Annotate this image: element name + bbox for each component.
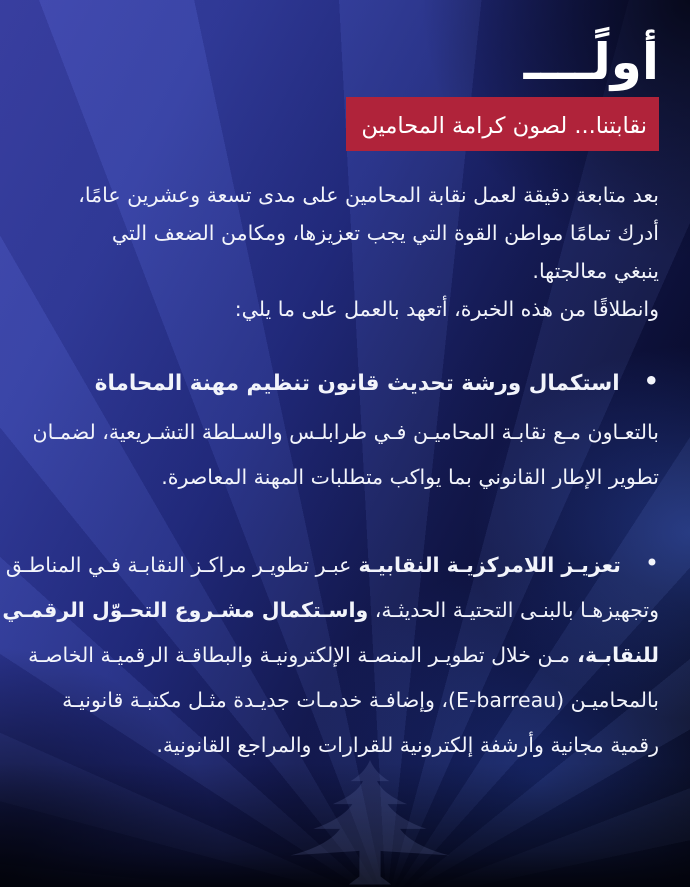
- body-segment: عبـر تطويـر مراكـز النقابـة فـي المناطـق: [5, 553, 352, 577]
- body-segment: تعزيـز اللامركزيـة النقابيـة: [351, 553, 621, 577]
- slogan-banner-text: نقابتنا... لصون كرامة المحامين: [361, 113, 647, 139]
- body-line: [2, 588, 659, 633]
- intro-line: ينبغي معالجتها.: [532, 259, 659, 283]
- pledge-item-decentralization: [2, 543, 659, 768]
- body-segment: واسـتكمال مشـروع التحـوّل الرقمـي: [2, 598, 369, 622]
- intro-line: أدرك تمامًا مواطن القوة التي يجب تعزيزها، ومكامن الضعف التي: [111, 221, 659, 245]
- pledge-item-law-update: [26, 368, 659, 500]
- pledge-item-body: [26, 410, 659, 500]
- body-line: •تعزيـز اللامركزيـة النقابيـة عبـر تطويـر مراكـز النقابـة فـي المناطـق: [5, 549, 659, 577]
- body-line: [26, 633, 659, 678]
- body-segment: وتجهيزهـا بالبنـى التحتيـة الحديثـة،: [368, 598, 659, 622]
- body-segment: بالمحاميـن (E-barreau)، وإضافـة خدمـات جديـدة مثـل مكتبـة قانونيـة: [62, 688, 659, 712]
- intro-line: بعد متابعة دقيقة لعمل نقابة المحامين على مدى تسعة وعشرين عامًا،: [78, 183, 659, 207]
- section-number-title: أولًــــ: [523, 33, 659, 91]
- body-segment: مـن خلال تطويـر المنصـة الإلكترونيـة والبطاقـة الرقميـة الخاصـة: [28, 643, 571, 667]
- body-line: [26, 723, 659, 768]
- cedar-tree-watermark-icon: [268, 760, 472, 887]
- slogan-banner: [346, 97, 659, 151]
- intro-line: وانطلاقًا من هذه الخبرة، أتعهد بالعمل على ما يلي:: [234, 297, 659, 321]
- intro-paragraph: [26, 176, 659, 328]
- pledge-item-title: استكمال ورشة تحديث قانون تنظيم مهنة المحاماة: [94, 371, 620, 396]
- body-line: [26, 678, 659, 723]
- body-line: تطوير الإطار القانوني بما يواكب متطلبات المهنة المعاصرة.: [161, 465, 659, 489]
- body-segment: للنقابـة،: [570, 643, 659, 667]
- body-segment: رقمية مجانية وأرشفة إلكترونية للقرارات والمراجع القانونية.: [156, 733, 659, 757]
- pledge-item-heading: •استكمال ورشة تحديث قانون تنظيم مهنة المحاماة: [94, 367, 659, 396]
- body-line: بالتعـاون مـع نقابـة المحاميـن فـي طرابلـس والسـلطة التشـريعية، لضمـان: [32, 420, 659, 444]
